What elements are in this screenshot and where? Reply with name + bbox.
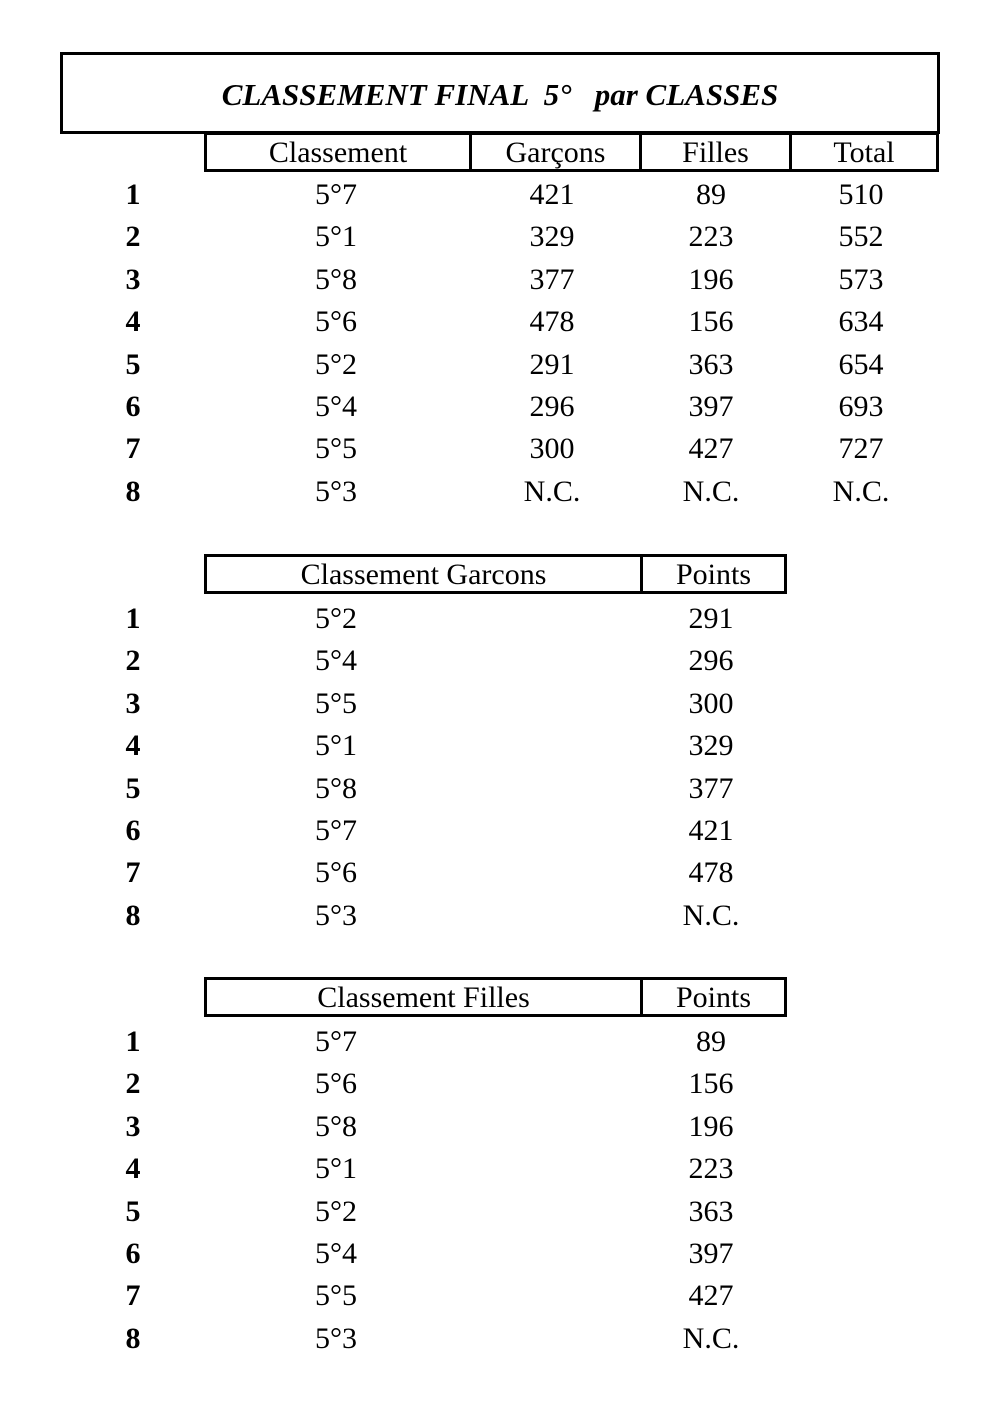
rank-cell: 7 — [125, 432, 141, 466]
header-points: Points — [640, 557, 784, 591]
points-cell: 329 — [688, 729, 734, 763]
final-table-header — [204, 132, 939, 172]
total-cell: 727 — [838, 432, 884, 466]
class-cell: 5°5 — [315, 1279, 357, 1313]
filles-cell: 397 — [688, 389, 734, 423]
points-cell: 397 — [688, 1236, 734, 1270]
points-cell: 377 — [688, 771, 734, 805]
header-classement-garcons: Classement Garcons — [300, 558, 547, 591]
table-row — [0, 1106, 1000, 1148]
header-total: Total — [789, 135, 936, 169]
rank-cell: 8 — [125, 474, 141, 508]
filles-cell: 89 — [696, 178, 726, 211]
title-box — [60, 52, 940, 134]
total-cell: 510 — [838, 178, 884, 211]
table-row — [0, 471, 1000, 513]
class-cell: 5°5 — [315, 686, 357, 720]
table-row — [0, 1148, 1000, 1190]
garcons-cell: 421 — [529, 178, 575, 211]
total-cell: 654 — [838, 347, 884, 381]
rank-cell: 4 — [125, 1152, 141, 1186]
table-row — [0, 259, 1000, 301]
class-cell: 5°8 — [315, 1109, 357, 1143]
class-cell: 5°3 — [315, 898, 357, 932]
points-cell: 196 — [688, 1109, 734, 1143]
class-cell: 5°7 — [315, 1025, 357, 1058]
rank-cell: 5 — [125, 347, 141, 381]
filles-cell: 427 — [688, 432, 734, 466]
table-row — [0, 1318, 1000, 1360]
rank-cell: 6 — [125, 813, 141, 847]
rank-cell: 4 — [125, 729, 141, 763]
points-cell: 89 — [696, 1025, 726, 1058]
class-cell: 5°1 — [315, 1152, 357, 1186]
rank-cell: 1 — [125, 602, 141, 635]
header-points: Points — [640, 980, 784, 1014]
table-row — [0, 301, 1000, 343]
header-classement: Classement — [268, 136, 408, 169]
rank-cell: 3 — [125, 1109, 141, 1143]
table-row — [0, 895, 1000, 937]
rank-cell: 8 — [125, 898, 141, 932]
class-cell: 5°3 — [315, 1321, 357, 1355]
class-cell: 5°2 — [315, 602, 357, 635]
garcons-cell: 377 — [529, 262, 575, 296]
class-cell: 5°7 — [315, 178, 357, 211]
header-filles: Filles — [639, 135, 789, 169]
points-cell: 296 — [688, 644, 734, 678]
class-cell: 5°2 — [315, 347, 357, 381]
table-row — [0, 1275, 1000, 1317]
total-cell: N.C. — [832, 474, 890, 508]
class-cell: 5°6 — [315, 305, 357, 339]
rank-cell: 7 — [125, 1279, 141, 1313]
filles-cell: 363 — [688, 347, 734, 381]
garcons-cell: 300 — [529, 432, 575, 466]
filles-cell: N.C. — [682, 474, 740, 508]
table-row — [0, 683, 1000, 725]
rank-cell: 6 — [125, 1236, 141, 1270]
points-cell: 156 — [688, 1067, 734, 1101]
garcons-cell: 329 — [529, 220, 575, 254]
rank-cell: 8 — [125, 1321, 141, 1355]
rank-cell: 3 — [125, 262, 141, 296]
garcons-cell: 296 — [529, 389, 575, 423]
filles-cell: 196 — [688, 262, 734, 296]
table-row — [0, 598, 1000, 640]
points-cell: 427 — [688, 1279, 734, 1313]
points-cell: 223 — [688, 1152, 734, 1186]
table-row — [0, 1021, 1000, 1063]
table-row — [0, 428, 1000, 470]
table-row — [0, 852, 1000, 894]
points-cell: N.C. — [682, 1321, 740, 1355]
class-cell: 5°8 — [315, 262, 357, 296]
total-cell: 573 — [838, 262, 884, 296]
class-cell: 5°1 — [315, 220, 357, 254]
header-classement-filles: Classement Filles — [317, 981, 530, 1014]
class-cell: 5°7 — [315, 813, 357, 847]
rank-cell: 1 — [125, 1025, 141, 1058]
garcons-cell: N.C. — [523, 474, 581, 508]
table-row — [0, 1233, 1000, 1275]
points-cell: 300 — [688, 686, 734, 720]
table-row — [0, 386, 1000, 428]
final-table-body — [0, 174, 1000, 513]
table-row — [0, 1191, 1000, 1233]
rank-cell: 5 — [125, 1194, 141, 1228]
table-row — [0, 810, 1000, 852]
table-row — [0, 216, 1000, 258]
class-cell: 5°2 — [315, 1194, 357, 1228]
class-cell: 5°5 — [315, 432, 357, 466]
filles-table-header — [204, 977, 787, 1017]
class-cell: 5°6 — [315, 856, 357, 890]
class-cell: 5°8 — [315, 771, 357, 805]
table-row — [0, 640, 1000, 682]
points-cell: 363 — [688, 1194, 734, 1228]
rank-cell: 7 — [125, 856, 141, 890]
class-cell: 5°3 — [315, 474, 357, 508]
total-cell: 693 — [838, 389, 884, 423]
header-garcons: Garçons — [469, 135, 639, 169]
rank-cell: 5 — [125, 771, 141, 805]
total-cell: 552 — [838, 220, 884, 254]
class-cell: 5°1 — [315, 729, 357, 763]
filles-table-body — [0, 1021, 1000, 1360]
points-cell: N.C. — [682, 898, 740, 932]
rank-cell: 3 — [125, 686, 141, 720]
class-cell: 5°4 — [315, 1236, 357, 1270]
page-title: CLASSEMENT FINAL 5° par CLASSES — [221, 77, 779, 112]
points-cell: 478 — [688, 856, 734, 890]
rank-cell: 2 — [125, 220, 141, 254]
garcons-table-body — [0, 598, 1000, 937]
class-cell: 5°4 — [315, 644, 357, 678]
rank-cell: 2 — [125, 644, 141, 678]
rank-cell: 6 — [125, 389, 141, 423]
filles-cell: 156 — [688, 305, 734, 339]
total-cell: 634 — [838, 305, 884, 339]
table-row — [0, 725, 1000, 767]
garcons-cell: 291 — [529, 347, 575, 381]
rank-cell: 4 — [125, 305, 141, 339]
class-cell: 5°6 — [315, 1067, 357, 1101]
table-row — [0, 768, 1000, 810]
garcons-table-header — [204, 554, 787, 594]
filles-cell: 223 — [688, 220, 734, 254]
table-row — [0, 344, 1000, 386]
points-cell: 291 — [688, 602, 734, 635]
garcons-cell: 478 — [529, 305, 575, 339]
rank-cell: 1 — [125, 178, 141, 211]
points-cell: 421 — [688, 813, 734, 847]
table-row — [0, 174, 1000, 216]
rank-cell: 2 — [125, 1067, 141, 1101]
table-row — [0, 1063, 1000, 1105]
class-cell: 5°4 — [315, 389, 357, 423]
